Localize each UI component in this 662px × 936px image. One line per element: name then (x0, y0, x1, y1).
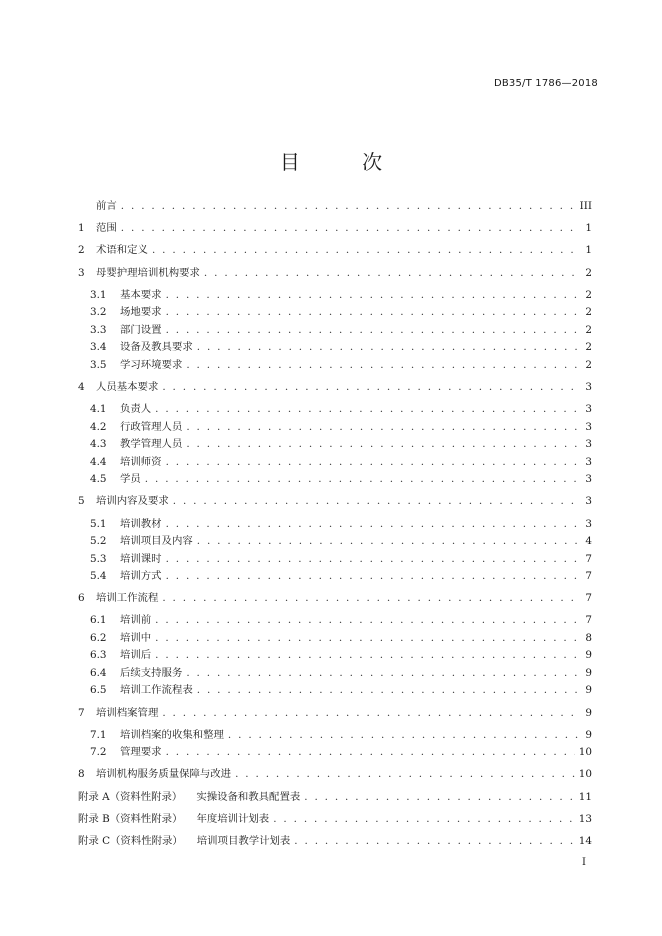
toc-entry[interactable] (78, 612, 592, 630)
document-code: DB35/T 1786—2018 (493, 78, 598, 89)
toc-entry[interactable] (78, 287, 592, 305)
toc-entry-number: 4.3 (90, 438, 107, 451)
toc-entry-label: 负责人 (120, 403, 152, 416)
toc-entry-page: 3 (585, 438, 592, 451)
toc-entry[interactable] (78, 339, 592, 357)
toc-entry-label: 行政管理人员 (120, 420, 183, 433)
toc-appendix-prefix: 附录 B（资料性附录） (78, 812, 183, 825)
toc-entry-number: 4.2 (90, 420, 107, 433)
toc-entry[interactable] (78, 493, 592, 511)
toc-entry-number: 5.2 (90, 535, 107, 547)
toc-leader-dots (186, 665, 578, 683)
toc-leader-dots (166, 304, 578, 322)
toc-entry-label: 培训档案的收集和整理 (120, 728, 224, 741)
toc-entry[interactable] (78, 357, 592, 375)
toc-entry-page: 2 (585, 306, 592, 319)
toc-entry[interactable] (78, 766, 592, 784)
toc-entry[interactable] (78, 568, 592, 586)
toc-entry-label: 培训师资 (120, 455, 162, 468)
toc-entry[interactable] (78, 322, 592, 340)
toc-entry-page: 9 (585, 706, 592, 719)
toc-entry-page: 3 (585, 403, 592, 416)
toc-leader-dots (228, 727, 578, 745)
toc-leader-dots (235, 766, 575, 784)
toc-leader-dots (304, 789, 575, 807)
toc-appendix-prefix: 附录 A（资料性附录） (78, 790, 183, 803)
page-title: 目 次 (279, 150, 411, 174)
toc-entry-number: 7.2 (90, 746, 107, 759)
toc-entry[interactable] (78, 401, 592, 419)
toc-leader-dots (166, 568, 578, 586)
toc-entry[interactable] (78, 436, 592, 454)
toc-entry-page: 2 (585, 288, 592, 301)
toc-entry-label: 实操设备和教具配置表 (196, 790, 301, 803)
toc-leader-dots (121, 220, 578, 238)
toc-leader-dots (155, 647, 578, 665)
toc-entry-number: 6.4 (90, 666, 107, 679)
toc-entry-number: 4.4 (90, 455, 107, 468)
toc-entry[interactable] (78, 833, 592, 851)
toc-leader-dots (273, 811, 575, 829)
toc-entry-page: 7 (585, 592, 592, 605)
toc-entry-label: 培训项目及内容 (120, 535, 193, 547)
toc-leader-dots (197, 682, 578, 700)
toc-leader-dots (166, 516, 578, 534)
toc-leader-dots (162, 705, 578, 723)
toc-entry-label: 管理要求 (120, 746, 162, 759)
toc-leader-dots (152, 242, 578, 260)
toc-entry[interactable] (78, 304, 592, 322)
toc-entry-number: 3 (78, 266, 85, 279)
toc-entry-number: 3.4 (90, 341, 107, 354)
toc-entry-page: 14 (578, 835, 592, 847)
toc-leader-dots (197, 533, 578, 551)
toc-leader-dots (166, 551, 578, 569)
toc-entry-number: 6 (78, 592, 85, 605)
page-number: I (582, 857, 586, 868)
toc-entry[interactable] (78, 647, 592, 665)
toc-entry-number: 4.1 (90, 403, 107, 416)
toc-entry-number: 6.2 (90, 631, 107, 644)
toc-entry-number: 3.1 (90, 288, 107, 301)
toc-leader-dots (162, 590, 578, 608)
toc-entry-page: 11 (578, 790, 592, 803)
toc-leader-dots (294, 833, 574, 851)
toc-entry-label: 范围 (96, 222, 117, 235)
toc-entry-label: 培训课时 (120, 552, 162, 565)
toc-entry-number: 3.5 (90, 358, 107, 371)
toc-entry[interactable] (78, 665, 592, 683)
toc-leader-dots (186, 357, 578, 375)
toc-entry-number: 5 (78, 495, 85, 508)
toc-entry[interactable] (78, 705, 592, 723)
toc-entry-label: 学习环境要求 (120, 358, 183, 371)
toc-entry[interactable] (78, 471, 592, 489)
toc-entry-label: 培训工作流程表 (120, 684, 193, 697)
toc-leader-dots (166, 322, 578, 340)
toc-entry-page: 1 (585, 222, 592, 235)
toc-entry-label: 前言 (96, 200, 117, 212)
toc-entry-number: 3.3 (90, 323, 107, 336)
toc-leader-dots (155, 401, 578, 419)
toc-entry[interactable] (78, 379, 592, 397)
toc-entry-page: 2 (585, 323, 592, 336)
toc-leader-dots (166, 454, 578, 472)
toc-leader-dots (162, 379, 578, 397)
toc-entry-page: 13 (578, 812, 592, 825)
toc-entry-number: 6.1 (90, 614, 107, 627)
toc-entry-number: 5.1 (90, 517, 107, 530)
toc-entry-label: 培训前 (120, 614, 152, 627)
toc-entry-label: 年度培训计划表 (196, 812, 270, 825)
toc-entry[interactable] (78, 630, 592, 648)
toc-entry[interactable] (78, 590, 592, 608)
toc-entry-label: 培训教材 (120, 517, 162, 530)
toc-entry-label: 培训档案管理 (96, 706, 159, 719)
toc-entry-label: 人员基本要求 (96, 380, 159, 393)
toc-entry[interactable] (78, 242, 592, 260)
toc-entry-label: 培训项目教学计划表 (196, 835, 291, 847)
toc-entry[interactable] (78, 727, 592, 745)
toc-entry[interactable] (78, 419, 592, 437)
toc-entry[interactable] (78, 265, 592, 283)
toc-leader-dots (173, 493, 578, 511)
toc-entry-label: 场地要求 (120, 306, 162, 319)
toc-entry-page: 9 (585, 728, 592, 741)
toc-leader-dots (166, 287, 578, 305)
toc-entry-label: 设备及教具要求 (120, 341, 193, 354)
toc-entry-label: 后续支持服务 (120, 666, 183, 679)
toc-entry-label: 培训机构服务质量保障与改进 (96, 768, 232, 781)
toc-entry-page: 3 (585, 420, 592, 433)
toc-entry[interactable] (78, 551, 592, 569)
toc-entry-page: 9 (585, 649, 592, 662)
toc-entry-page: 3 (585, 380, 592, 393)
toc-leader-dots (186, 436, 578, 454)
toc-entry-page: 3 (585, 495, 592, 508)
table-of-contents (78, 198, 592, 851)
toc-entry-label: 术语和定义 (96, 244, 148, 257)
toc-entry-label: 培训工作流程 (96, 592, 159, 605)
toc-entry-page: 3 (585, 473, 592, 486)
toc-entry-number: 6.3 (90, 649, 107, 662)
toc-entry-number: 6.5 (90, 684, 107, 697)
toc-entry-page: 10 (578, 768, 592, 781)
toc-entry-page: 2 (585, 341, 592, 354)
toc-leader-dots (204, 265, 578, 283)
toc-entry[interactable] (78, 811, 592, 829)
toc-leader-dots (166, 744, 575, 762)
toc-entry-number: 8 (78, 768, 85, 781)
toc-entry-label: 培训后 (120, 649, 152, 662)
toc-entry-number: 7.1 (90, 728, 107, 741)
toc-entry-page: 7 (585, 614, 592, 627)
toc-leader-dots (145, 471, 578, 489)
toc-leader-dots (155, 630, 578, 648)
toc-entry-page: 3 (585, 517, 592, 530)
toc-entry-page: 4 (585, 535, 592, 547)
toc-entry[interactable] (78, 682, 592, 700)
toc-entry-number: 5.4 (90, 570, 107, 582)
toc-entry-number: 3.2 (90, 306, 107, 319)
toc-leader-dots (121, 198, 576, 216)
toc-entry[interactable] (78, 198, 592, 216)
toc-entry-page: 2 (585, 358, 592, 371)
toc-entry-number: 7 (78, 706, 85, 719)
toc-entry-page: 7 (585, 570, 592, 582)
toc-leader-dots (197, 339, 578, 357)
toc-entry[interactable] (78, 744, 592, 762)
toc-entry[interactable] (78, 454, 592, 472)
toc-entry-label: 基本要求 (120, 288, 162, 301)
toc-entry-number: 4.5 (90, 473, 107, 486)
toc-entry-label: 培训中 (120, 631, 152, 644)
toc-entry-number: 2 (78, 244, 85, 257)
toc-entry[interactable] (78, 516, 592, 534)
toc-entry-label: 教学管理人员 (120, 438, 183, 451)
toc-entry-page: 8 (585, 631, 592, 644)
toc-entry-page: 10 (578, 746, 592, 759)
toc-entry[interactable] (78, 220, 592, 238)
toc-entry-page: 9 (585, 666, 592, 679)
toc-entry[interactable] (78, 789, 592, 807)
toc-entry-page: 2 (585, 266, 592, 279)
toc-entry-label: 部门设置 (120, 323, 162, 336)
toc-entry-label: 学员 (120, 473, 141, 486)
toc-entry-page: 7 (585, 552, 592, 565)
toc-entry[interactable] (78, 533, 592, 551)
toc-entry-number: 5.3 (90, 552, 107, 565)
toc-entry-page: 9 (585, 684, 592, 697)
toc-entry-label: 培训方式 (120, 570, 162, 582)
toc-entry-number: 1 (78, 222, 85, 235)
toc-entry-label: 母婴护理培训机构要求 (96, 266, 200, 279)
toc-entry-page: III (579, 200, 592, 212)
toc-leader-dots (155, 612, 578, 630)
toc-leader-dots (186, 419, 578, 437)
toc-entry-page: 3 (585, 455, 592, 468)
toc-entry-label: 培训内容及要求 (96, 495, 169, 508)
toc-entry-page: 1 (585, 244, 592, 257)
toc-entry-number: 4 (78, 380, 85, 393)
toc-appendix-prefix: 附录 C（资料性附录） (78, 835, 183, 847)
